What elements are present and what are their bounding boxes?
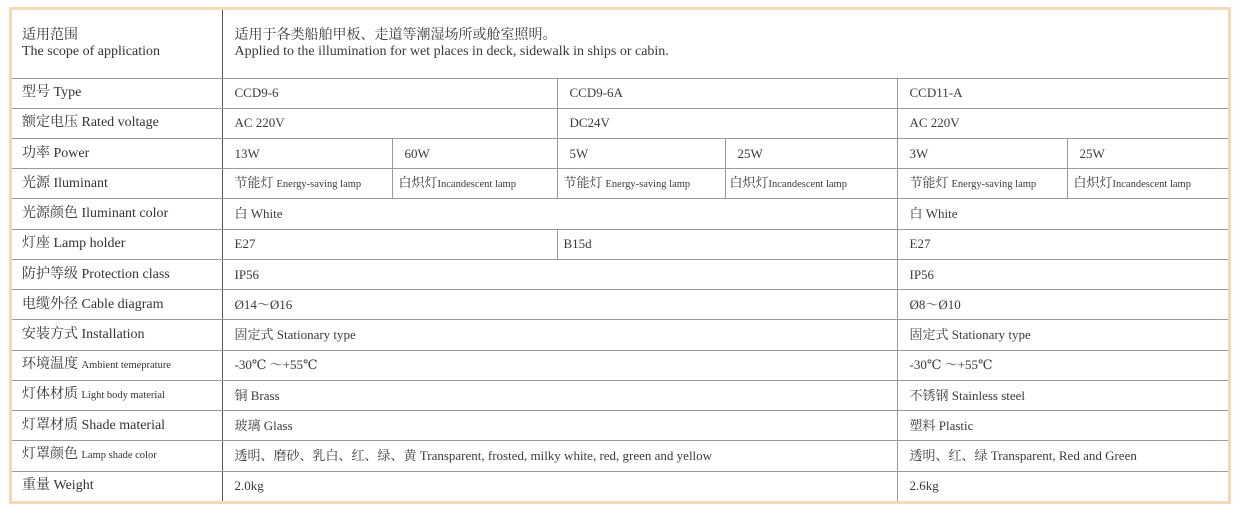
label-cn: 灯罩颜色	[22, 447, 78, 463]
row-installation	[12, 320, 1228, 350]
installation-col2: 固定式 Stationary type	[897, 320, 1228, 350]
holder-col2: B15d	[557, 229, 897, 259]
holder-col3: E27	[897, 229, 1228, 259]
label-scope	[12, 10, 222, 78]
label-cn: 安装方式	[22, 327, 78, 343]
label-en: Weight	[53, 478, 94, 494]
power-6: 25W	[1067, 139, 1228, 169]
es-cn: 节能灯	[234, 174, 274, 190]
label-cn: 灯体材质	[22, 387, 78, 402]
label-protection	[12, 259, 222, 289]
label-weight	[12, 471, 222, 501]
holder-col1: E27	[222, 229, 557, 259]
row-shade	[12, 411, 1228, 441]
label-cn: 重量	[22, 478, 50, 494]
ambient-col1: -30℃ ～+55℃	[222, 350, 897, 380]
shade-col2: 塑料 Plastic	[897, 411, 1228, 441]
label-shade	[12, 411, 222, 441]
es-en: Energy-saving lamp	[605, 178, 691, 190]
label-en: Rated voltage	[81, 115, 159, 131]
color-col2: 白 White	[897, 199, 1228, 229]
illuminant-3	[557, 169, 725, 199]
power-4: 25W	[725, 139, 897, 169]
cable-col2: Ø8～Ø10	[897, 290, 1228, 320]
label-cn: 光源	[22, 175, 50, 191]
es-cn: 节能灯	[909, 174, 949, 190]
weight-col2: 2.6kg	[897, 471, 1228, 501]
type-col2: CCD9-6A	[557, 78, 897, 108]
shade-color-col2: 透明、红、绿 Transparent, Red and Green	[897, 441, 1228, 471]
label-holder	[12, 229, 222, 259]
label-en: Protection class	[81, 266, 170, 282]
label-shade-color	[12, 441, 222, 471]
label-en: Installation	[81, 327, 145, 343]
protection-col2: IP56	[897, 259, 1228, 289]
label-color	[12, 199, 222, 229]
power-3: 5W	[557, 139, 725, 169]
inc-en: Incandescent lamp	[437, 178, 516, 190]
power-2: 60W	[392, 139, 557, 169]
inc-cn: 白炽灯	[1073, 174, 1113, 190]
label-scope-cn: 适用范围	[22, 27, 78, 43]
label-type	[12, 78, 222, 108]
row-ambient	[12, 350, 1228, 380]
row-cable	[12, 290, 1228, 320]
label-en: Power	[53, 145, 90, 161]
label-cable	[12, 290, 222, 320]
protection-col1: IP56	[222, 259, 897, 289]
label-cn: 额定电压	[22, 115, 78, 131]
value-scope-cn: 适用于各类船舶甲板、走道等潮湿场所或舱室照明。	[234, 27, 557, 43]
row-protection	[12, 259, 1228, 289]
cable-col1: Ø14～Ø16	[222, 290, 897, 320]
label-cn: 灯罩材质	[22, 417, 78, 433]
row-color	[12, 199, 1228, 229]
shade-col1: 玻璃 Glass	[222, 411, 897, 441]
label-body	[12, 380, 222, 410]
inc-en: Incandescent lamp	[768, 178, 847, 190]
label-cn: 环境温度	[22, 356, 78, 372]
label-en: Cable diagram	[81, 296, 164, 312]
label-en: Type	[53, 85, 82, 101]
spec-table	[12, 10, 1228, 501]
label-cn: 防护等级	[22, 266, 78, 282]
power-1: 13W	[222, 139, 392, 169]
body-col1: 铜 Brass	[222, 380, 897, 410]
row-weight	[12, 471, 1228, 501]
installation-col1: 固定式 Stationary type	[222, 320, 897, 350]
row-power	[12, 139, 1228, 169]
illuminant-1	[222, 169, 392, 199]
shade-color-col1: 透明、磨砂、乳白、红、绿、黄 Transparent, frosted, milky white, red, green and yellow	[222, 441, 897, 471]
power-5: 3W	[897, 139, 1067, 169]
value-scope	[222, 10, 1228, 78]
illuminant-2	[392, 169, 557, 199]
type-col1: CCD9-6	[222, 78, 557, 108]
inc-cn: 白炽灯	[729, 174, 769, 190]
label-en: Lamp shade color	[81, 450, 157, 462]
illuminant-5	[897, 169, 1067, 199]
label-cn: 电缆外径	[22, 296, 78, 312]
type-col3: CCD11-A	[897, 78, 1228, 108]
row-scope	[12, 10, 1228, 78]
row-body	[12, 380, 1228, 410]
es-en: Energy-saving lamp	[276, 178, 362, 190]
row-illuminant	[12, 169, 1228, 199]
row-holder	[12, 229, 1228, 259]
label-en: Iluminant	[53, 175, 108, 191]
label-en: Light body material	[81, 390, 165, 401]
label-cn: 功率	[22, 145, 50, 161]
illuminant-6	[1067, 169, 1228, 199]
label-illuminant	[12, 169, 222, 199]
row-shade-color	[12, 441, 1228, 471]
es-cn: 节能灯	[563, 174, 603, 190]
row-voltage	[12, 108, 1228, 138]
ambient-col2: -30℃ ～+55℃	[897, 350, 1228, 380]
label-ambient	[12, 350, 222, 380]
voltage-col2: DC24V	[557, 108, 897, 138]
label-installation	[12, 320, 222, 350]
label-voltage	[12, 108, 222, 138]
voltage-col1: AC 220V	[222, 108, 557, 138]
inc-cn: 白炽灯	[398, 174, 438, 190]
label-en: Ambient temeprature	[81, 359, 172, 371]
label-en: Lamp holder	[53, 236, 126, 252]
illuminant-4	[725, 169, 897, 199]
inc-en: Incandescent lamp	[1112, 178, 1191, 190]
voltage-col3: AC 220V	[897, 108, 1228, 138]
label-scope-en: The scope of application	[22, 43, 161, 59]
es-en: Energy-saving lamp	[951, 178, 1037, 190]
label-cn: 光源颜色	[22, 206, 78, 222]
row-type	[12, 78, 1228, 108]
weight-col1: 2.0kg	[222, 471, 897, 501]
label-cn: 型号	[22, 85, 50, 101]
body-col2: 不锈钢 Stainless steel	[897, 380, 1228, 410]
label-cn: 灯座	[22, 236, 50, 252]
label-power	[12, 139, 222, 169]
value-scope-en: Applied to the illumination for wet places in deck, sidewalk in ships or cabin.	[234, 43, 669, 59]
color-col1: 白 White	[222, 199, 897, 229]
label-en: Iluminant color	[81, 206, 169, 222]
label-en: Shade material	[81, 417, 166, 433]
